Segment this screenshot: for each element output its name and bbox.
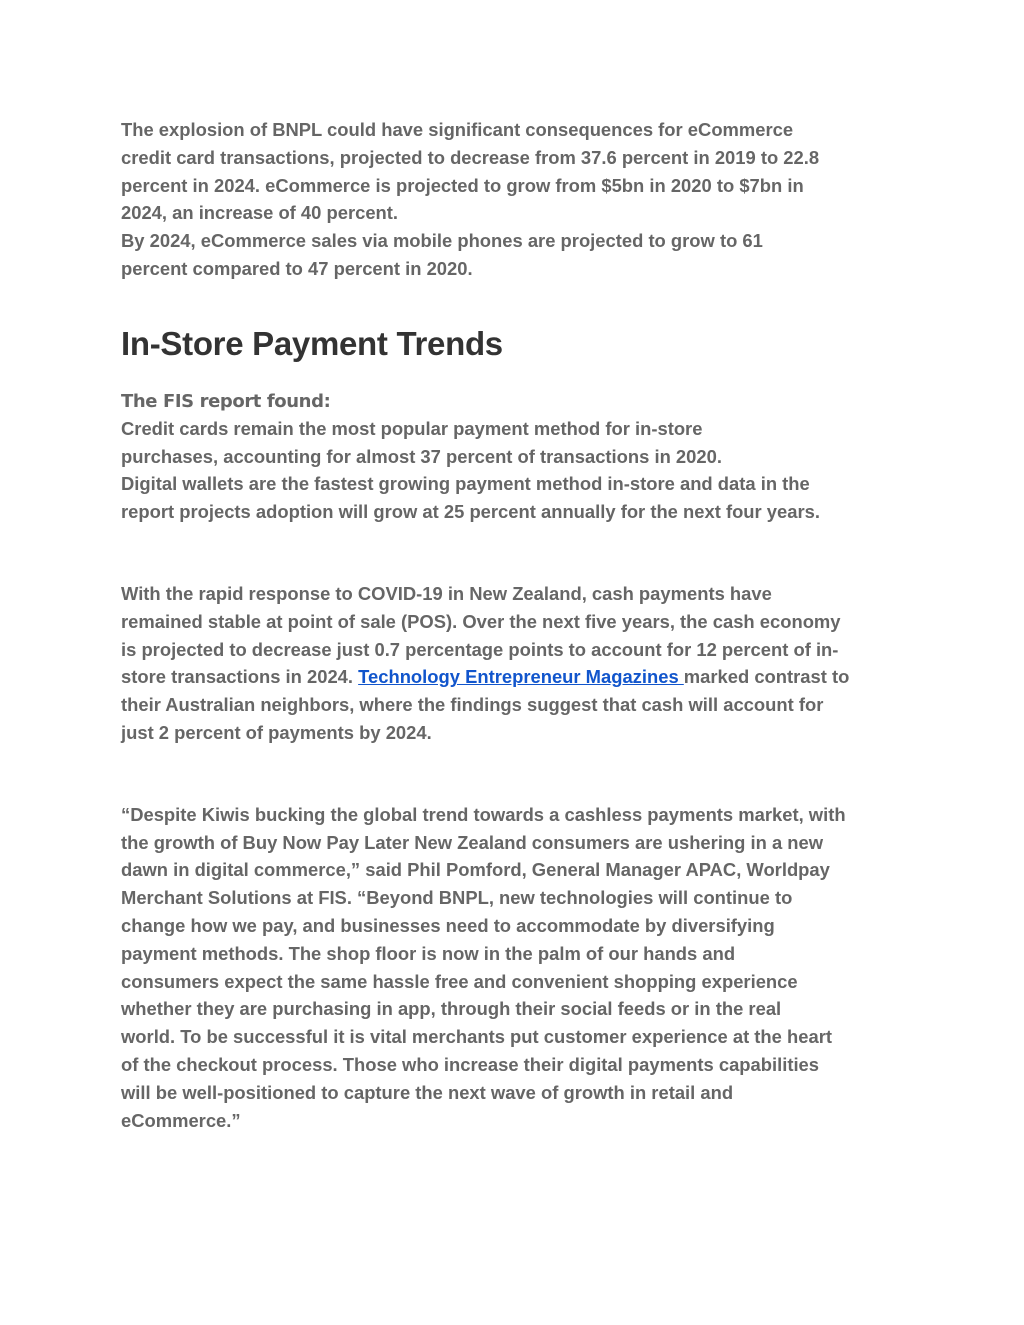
fis-report-label: The FIS report found: (121, 390, 331, 412)
covid-text-before-link: With the rapid response to COVID-19 in New Zealand, cash payments have remained stable at point of sale (POS). Over the next five years, the cash economy is projected to decrease just 0.7 percentage points to account for 12 percent of in- store transactions in 2024. (121, 582, 841, 688)
section-heading: In-Store Payment Trends (121, 324, 503, 362)
document-page (121, 116, 921, 1134)
covid-text-after-link: marked contrast to their Australian neighbors, where the findings suggest that cash will account for just 2 percent of payments by 2024. (121, 666, 850, 743)
fis-findings-paragraph: Credit cards remain the most popular payment method for in-store purchases, accounting for almost 37 percent of transactions in 2020. Digital wallets are the fastest growing payment method in-store and data in the report projects adoption will grow at 25 percent annually for the next four years. (121, 417, 820, 523)
quote-paragraph: “Despite Kiwis bucking the global trend towards a cashless payments market, with the growth of Buy Now Pay Later New Zealand consumers are ushering in a new dawn in digital commerce,” said Phil Pomford, General Manager APAC, Worldpay Merchant Solutions at FIS. “Beyond BNPL, new technologies will continue to change how we pay, and businesses need to accommodate by diversifying payment methods. The shop floor is now in the palm of our hands and consumers expect the same hassle free and convenient shopping experience whether they are purchasing in app, through their social feeds or in the real world. To be successful it is vital merchants put customer experience at the heart of the checkout process. Those who increase their digital payments capabilities will be well-positioned to capture the next wave of growth in retail and eCommerce.” (121, 803, 846, 1131)
covid-paragraph (121, 580, 921, 747)
intro-paragraph: The explosion of BNPL could have significant consequences for eCommerce credit card transactions, projected to decrease from 37.6 percent in 2019 to 22.8 percent in 2024. eCommerce is projected to grow from $5bn in 2020 to $7bn in 2024, an increase of 40 percent. By 2024, eCommerce sales via mobile phones are projected to grow to 61 percent compared to 47 percent in 2020. (121, 119, 820, 279)
technology-entrepreneur-magazines-link[interactable]: Technology Entrepreneur Magazines (358, 666, 684, 688)
